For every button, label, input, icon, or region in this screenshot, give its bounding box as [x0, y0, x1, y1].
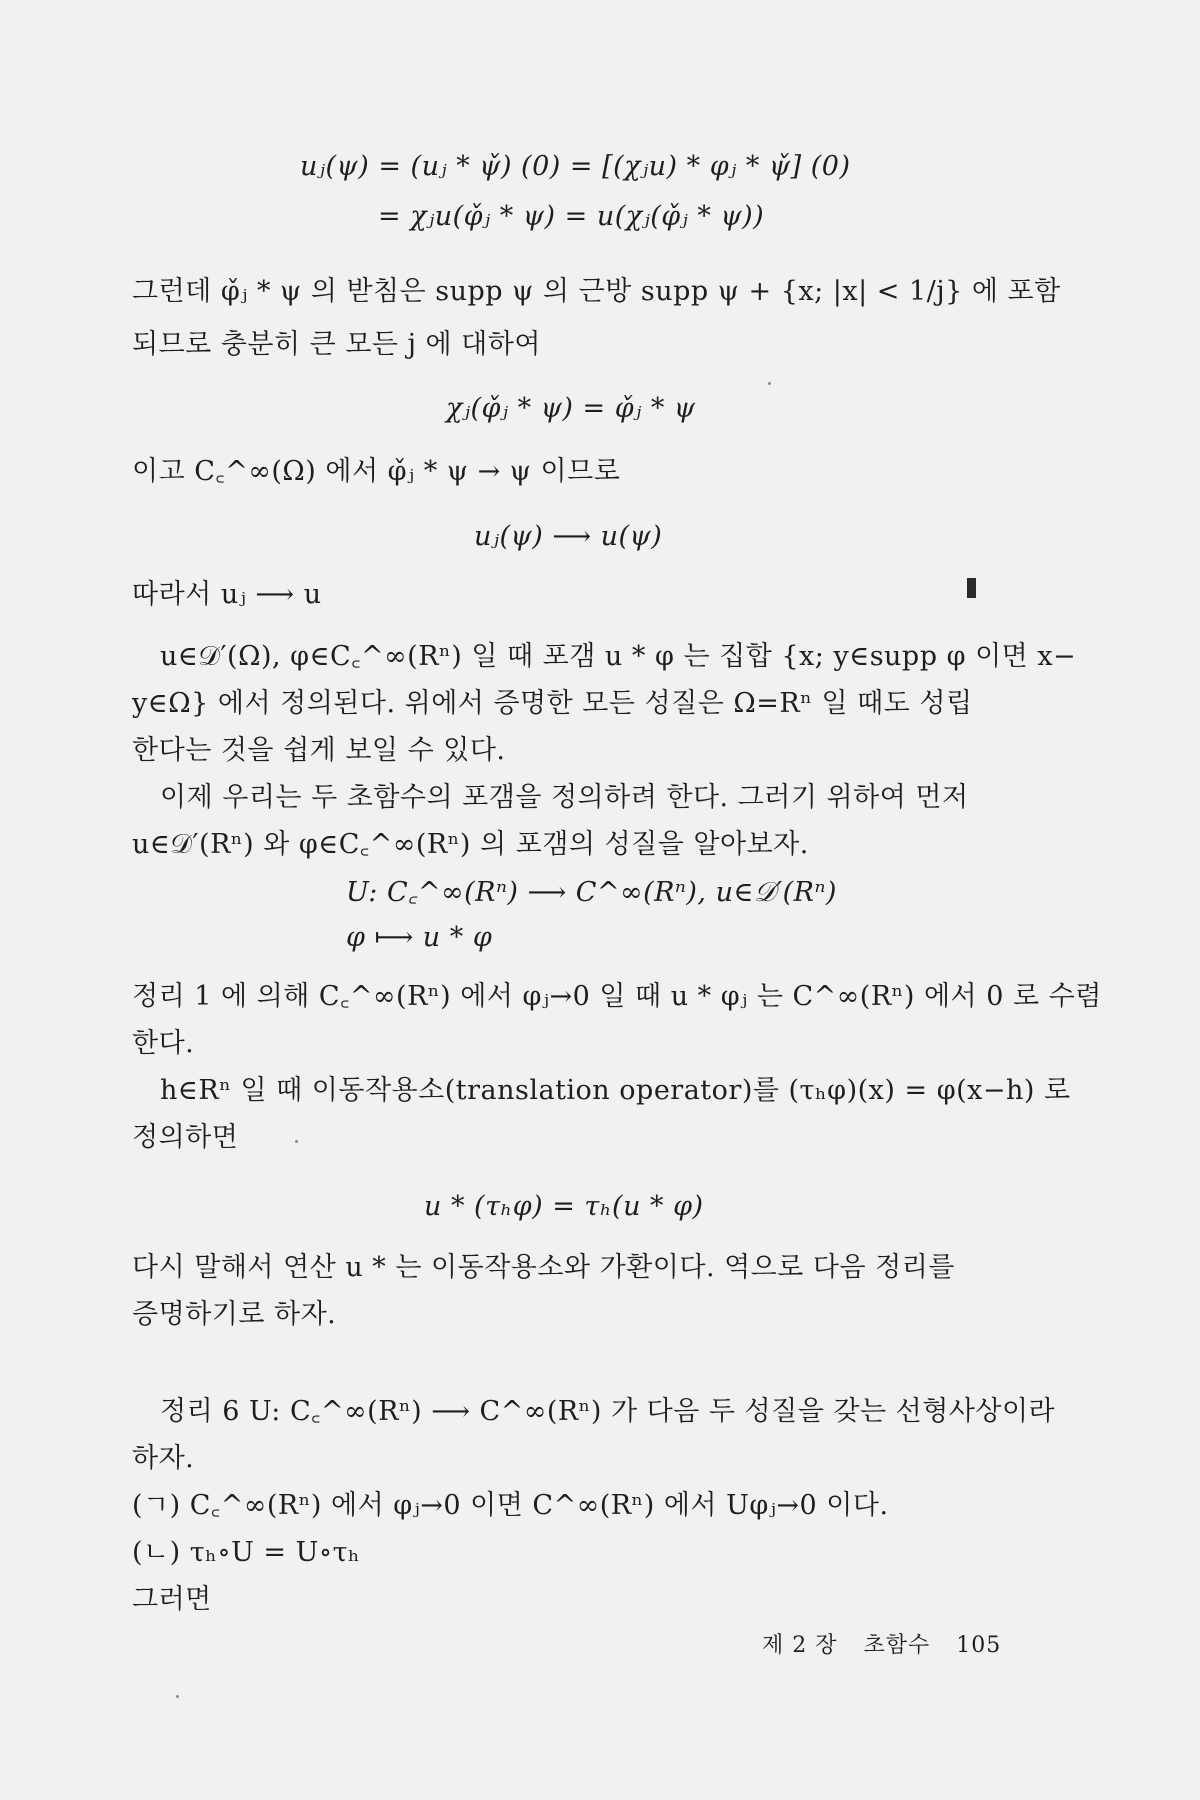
equation-line: φ ⟼ u * φ [346, 922, 493, 953]
scan-speck [295, 1140, 298, 1143]
paragraph-line: 이제 우리는 두 초함수의 포갬을 정의하려 한다. 그러기 위하여 먼저 [160, 782, 969, 813]
paragraph-line: 한다. [132, 1028, 195, 1059]
paragraph-line: y∈Ω} 에서 정의된다. 위에서 증명한 모든 성질은 Ω=Rⁿ 일 때도 성립 [132, 688, 973, 719]
page-number: 105 [956, 1633, 1002, 1658]
paragraph-line: u∈𝒟′(Rⁿ) 와 φ∈C꜀^∞(Rⁿ) 의 포갬의 성질을 알아보자. [132, 829, 809, 860]
chapter-label: 제 2 장 [762, 1633, 838, 1658]
paragraph-line: 따라서 uⱼ ⟶ u [132, 579, 322, 610]
theorem-heading-line: 정리 6 U: C꜀^∞(Rⁿ) ⟶ C^∞(Rⁿ) 가 다음 두 성질을 갖는 선형사상이라 [160, 1396, 1056, 1427]
paragraph-line: 한다는 것을 쉽게 보일 수 있다. [132, 735, 506, 766]
paragraph-line: 증명하기로 하자. [132, 1299, 337, 1330]
paragraph-line: u∈𝒟′(Ω), φ∈C꜀^∞(Rⁿ) 일 때 포갬 u * φ 는 집합 {x; y∈supp φ 이면 x− [160, 641, 1077, 672]
scan-speck [768, 382, 771, 385]
scan-speck [176, 1695, 179, 1698]
equation-line: U: C꜀^∞(Rⁿ) ⟶ C^∞(Rⁿ), u∈𝒟′(Rⁿ) [346, 877, 837, 908]
equation-line: = χⱼu(φ̌ⱼ * ψ) = u(χⱼ(φ̌ⱼ * ψ)) [378, 201, 765, 232]
paragraph-line: 하자. [132, 1443, 195, 1474]
equation-line: uⱼ(ψ) = (uⱼ * ψ̌) (0) = [(χⱼu) * φⱼ * ψ̌] (0) [300, 151, 851, 182]
paragraph-line: 이고 C꜀^∞(Ω) 에서 φ̌ⱼ * ψ → ψ 이므로 [132, 456, 621, 487]
list-item: (ㄴ) τₕ∘U = U∘τₕ [132, 1537, 361, 1568]
equation-line: χⱼ(φ̌ⱼ * ψ) = φ̌ⱼ * ψ [446, 393, 696, 424]
list-item: (ㄱ) C꜀^∞(Rⁿ) 에서 φⱼ→0 이면 C^∞(Rⁿ) 에서 Uφⱼ→0 이다. [132, 1490, 889, 1521]
chapter-title: 초함수 [863, 1633, 931, 1658]
paragraph-line: 정리 1 에 의해 C꜀^∞(Rⁿ) 에서 φⱼ→0 일 때 u * φⱼ 는 C^∞(Rⁿ) 에서 0 로 수렴 [132, 981, 1102, 1012]
equation-line: uⱼ(ψ) ⟶ u(ψ) [474, 521, 663, 552]
paragraph-line: 그러면 [132, 1584, 212, 1615]
paragraph-line: 되므로 충분히 큰 모든 j 에 대하여 [132, 329, 541, 360]
page-footer [762, 1628, 1019, 1659]
equation-line: u * (τₕφ) = τₕ(u * φ) [424, 1191, 704, 1222]
paragraph-line: 정의하면 [132, 1122, 239, 1153]
paragraph-line: 그런데 φ̌ⱼ * ψ 의 받침은 supp ψ 의 근방 supp ψ + {x; |x| < 1/j} 에 포함 [132, 276, 1061, 307]
paragraph-line: h∈Rⁿ 일 때 이동작용소(translation operator)를 (τₕφ)(x) = φ(x−h) 로 [160, 1075, 1071, 1106]
end-of-proof-mark [967, 578, 976, 598]
paragraph-line: 다시 말해서 연산 u * 는 이동작용소와 가환이다. 역으로 다음 정리를 [132, 1252, 955, 1283]
